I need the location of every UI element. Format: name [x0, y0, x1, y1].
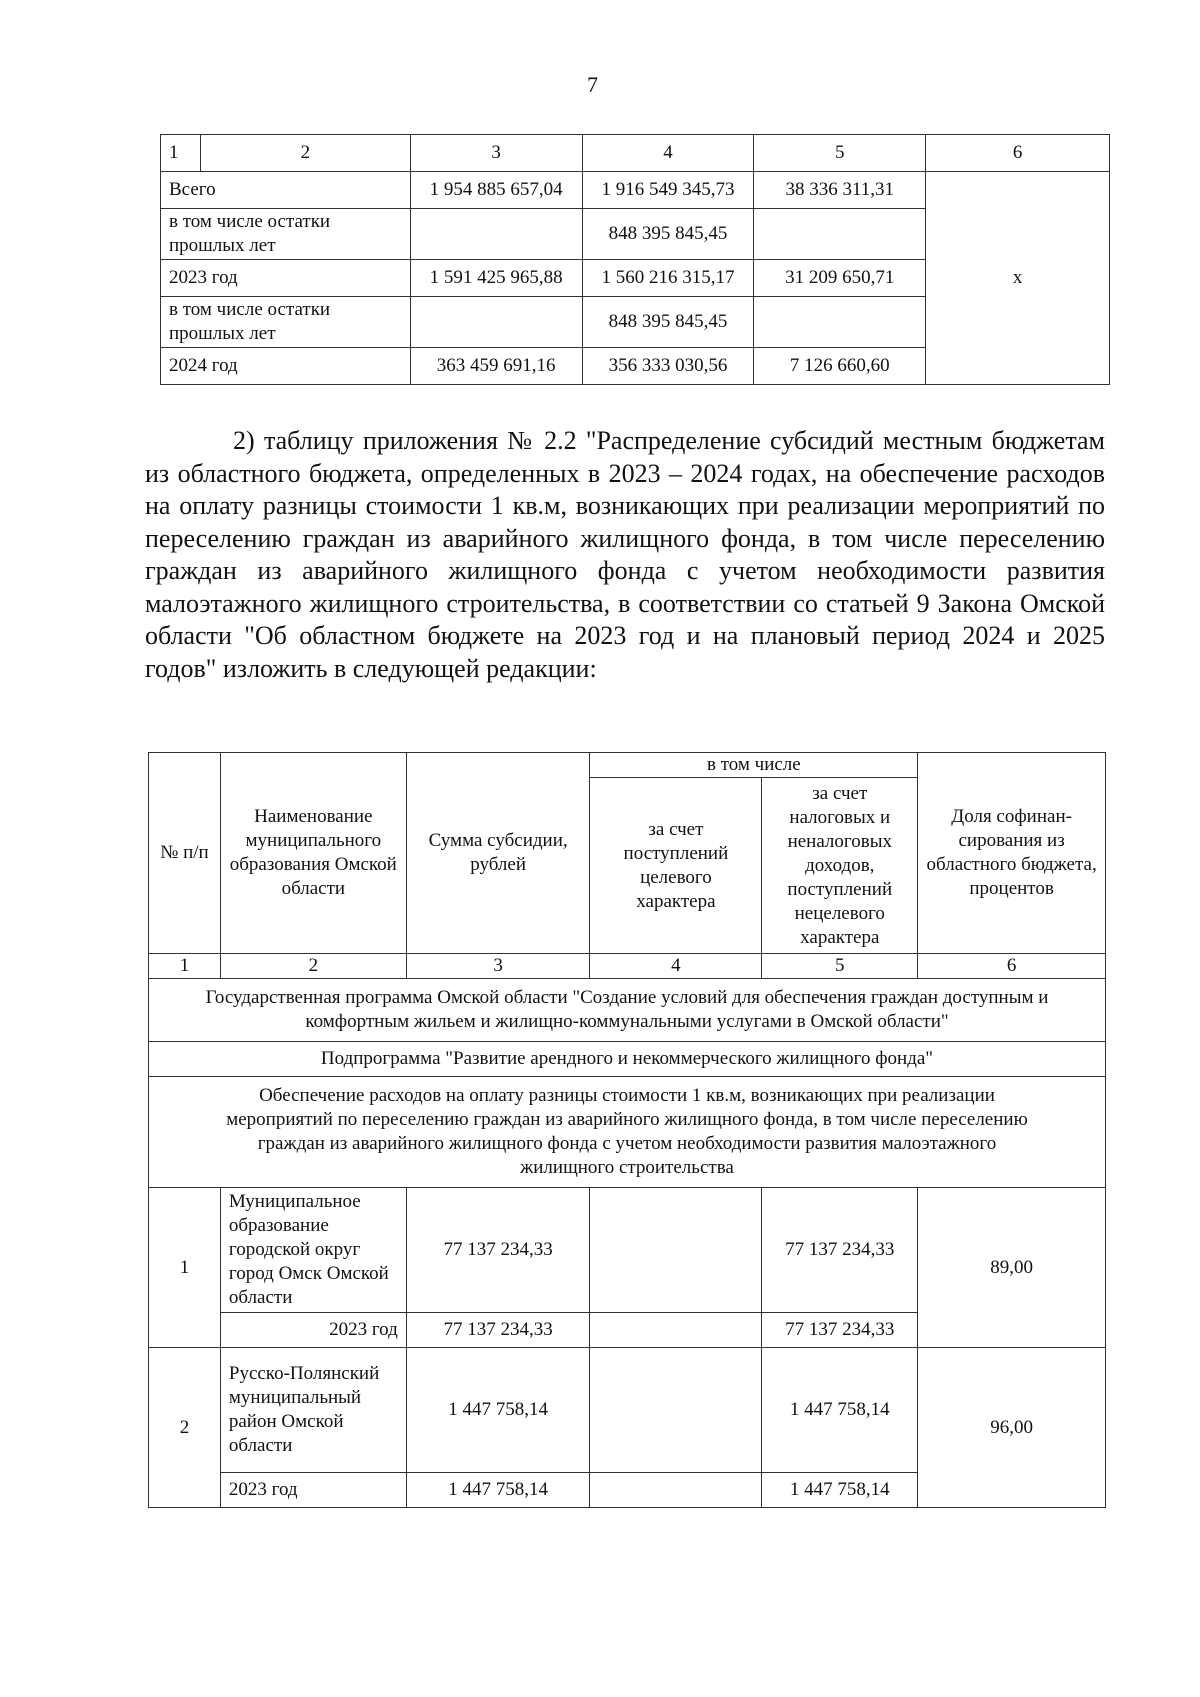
- cell-value: [410, 297, 582, 348]
- col-number: 2: [220, 954, 406, 979]
- col-number: 1: [149, 954, 221, 979]
- measure-row: [149, 1077, 1106, 1188]
- year-tax: 77 137 234,33: [762, 1313, 918, 1348]
- col-number: 6: [918, 954, 1106, 979]
- row-label: в том числе остатки прошлых лет: [161, 209, 411, 260]
- table-row: [149, 1348, 1106, 1473]
- year-sum: 1 447 758,14: [406, 1473, 590, 1508]
- cell-value: 1 916 549 345,73: [582, 172, 754, 209]
- tax-funds: 77 137 234,33: [762, 1188, 918, 1313]
- row-label: Всего: [161, 172, 411, 209]
- row-number: 1: [149, 1188, 221, 1348]
- program-title: Государственная программа Омской области "Создание условий для обеспечения граждан доступным и комфортным жильем и жилищно-коммунальными услугами в Омской области": [149, 979, 1106, 1042]
- target-funds: [590, 1348, 762, 1473]
- subprogram-row: [149, 1042, 1106, 1077]
- column-number-row: [161, 135, 1110, 172]
- col-number: 1: [161, 135, 201, 172]
- subprogram-title: Подпрограмма "Развитие арендного и некоммерческого жилищного фонда": [149, 1042, 1106, 1077]
- cell-value: 1 560 216 315,17: [582, 260, 754, 297]
- col-number: 2: [200, 135, 410, 172]
- cofinancing-share: 89,00: [918, 1188, 1106, 1348]
- cell-value: 38 336 311,31: [754, 172, 926, 209]
- col-number: 3: [410, 135, 582, 172]
- cell-value: 31 209 650,71: [754, 260, 926, 297]
- cell-value: 1 591 425 965,88: [410, 260, 582, 297]
- cell-value: [754, 209, 926, 260]
- header-share: Доля софинан-сирования из областного бюджета, процентов: [918, 753, 1106, 954]
- header-including: в том числе: [590, 753, 918, 778]
- year-label: 2023 год: [220, 1313, 406, 1348]
- row-label: в том числе остатки прошлых лет: [161, 297, 411, 348]
- program-row: [149, 979, 1106, 1042]
- cell-value: [754, 297, 926, 348]
- header-name: Наименование муниципального образования Омской области: [220, 753, 406, 954]
- cell-value: 363 459 691,16: [410, 348, 582, 385]
- subsidy-sum: 1 447 758,14: [406, 1348, 590, 1473]
- target-funds: [590, 1188, 762, 1313]
- col-number: 5: [762, 954, 918, 979]
- cell-value: 848 395 845,45: [582, 209, 754, 260]
- header-row: [149, 753, 1106, 778]
- cell-value: 1 954 885 657,04: [410, 172, 582, 209]
- col-number: 4: [582, 135, 754, 172]
- header-tax: за счет налоговых и неналоговых доходов, поступлений нецелевого характера: [762, 778, 918, 954]
- municipality-name: Русско-Полянский муниципальный район Омской области: [220, 1348, 406, 1473]
- year-target: [590, 1313, 762, 1348]
- col-number: 5: [754, 135, 926, 172]
- subsidy-sum: 77 137 234,33: [406, 1188, 590, 1313]
- col6-merged-cell: х: [926, 172, 1110, 385]
- municipality-name: Муниципальное образование городской округ город Омск Омской области: [220, 1188, 406, 1313]
- table-row: [149, 1188, 1106, 1313]
- col-number: 3: [406, 954, 590, 979]
- body-paragraph: 2) таблицу приложения № 2.2 "Распределение субсидий местным бюджетам из областного бюджета, определенных в 2023 – 2024 годах, на обеспечение расходов на оплату разницы стоимости 1 кв.м, возникающих при реализации мероприятий по переселению граждан из аварийного жилищного фонда, в том числе переселению граждан из аварийного жилищного фонда с учетом необходимости развития малоэтажного жилищного строительства, в соответствии со статьей 9 Закона Омской области "Об областном бюджете на 2023 год и на плановый период 2024 и 2025 годов" изложить в следующей редакции:: [145, 426, 1105, 683]
- cofinancing-share: 96,00: [918, 1348, 1106, 1508]
- measure-title: Обеспечение расходов на оплату разницы стоимости 1 кв.м, возникающих при реализации мероприятий по переселению граждан из аварийного жилищного фонда, в том числе переселению граждан из аварийного жилищного фонда с учетом необходимости развития малоэтажного жилищного строительства: [149, 1077, 1106, 1188]
- column-number-row: [149, 954, 1106, 979]
- budget-summary-table: [160, 134, 1110, 385]
- header-target: за счет поступлений целевого характера: [590, 778, 762, 954]
- year-target: [590, 1473, 762, 1508]
- col-number: 6: [926, 135, 1110, 172]
- row-number: 2: [149, 1348, 221, 1508]
- cell-value: 356 333 030,56: [582, 348, 754, 385]
- table-row: [161, 172, 1110, 209]
- subsidy-distribution-table: [148, 752, 1106, 1508]
- page-number: 7: [587, 72, 598, 97]
- col-number: 4: [590, 954, 762, 979]
- tax-funds: 1 447 758,14: [762, 1348, 918, 1473]
- year-label: 2023 год: [220, 1473, 406, 1508]
- cell-value: 848 395 845,45: [582, 297, 754, 348]
- cell-value: 7 126 660,60: [754, 348, 926, 385]
- row-label: 2023 год: [161, 260, 411, 297]
- header-sum: Сумма субсидии, рублей: [406, 753, 590, 954]
- row-label: 2024 год: [161, 348, 411, 385]
- header-num: № п/п: [149, 753, 221, 954]
- cell-value: [410, 209, 582, 260]
- year-tax: 1 447 758,14: [762, 1473, 918, 1508]
- year-sum: 77 137 234,33: [406, 1313, 590, 1348]
